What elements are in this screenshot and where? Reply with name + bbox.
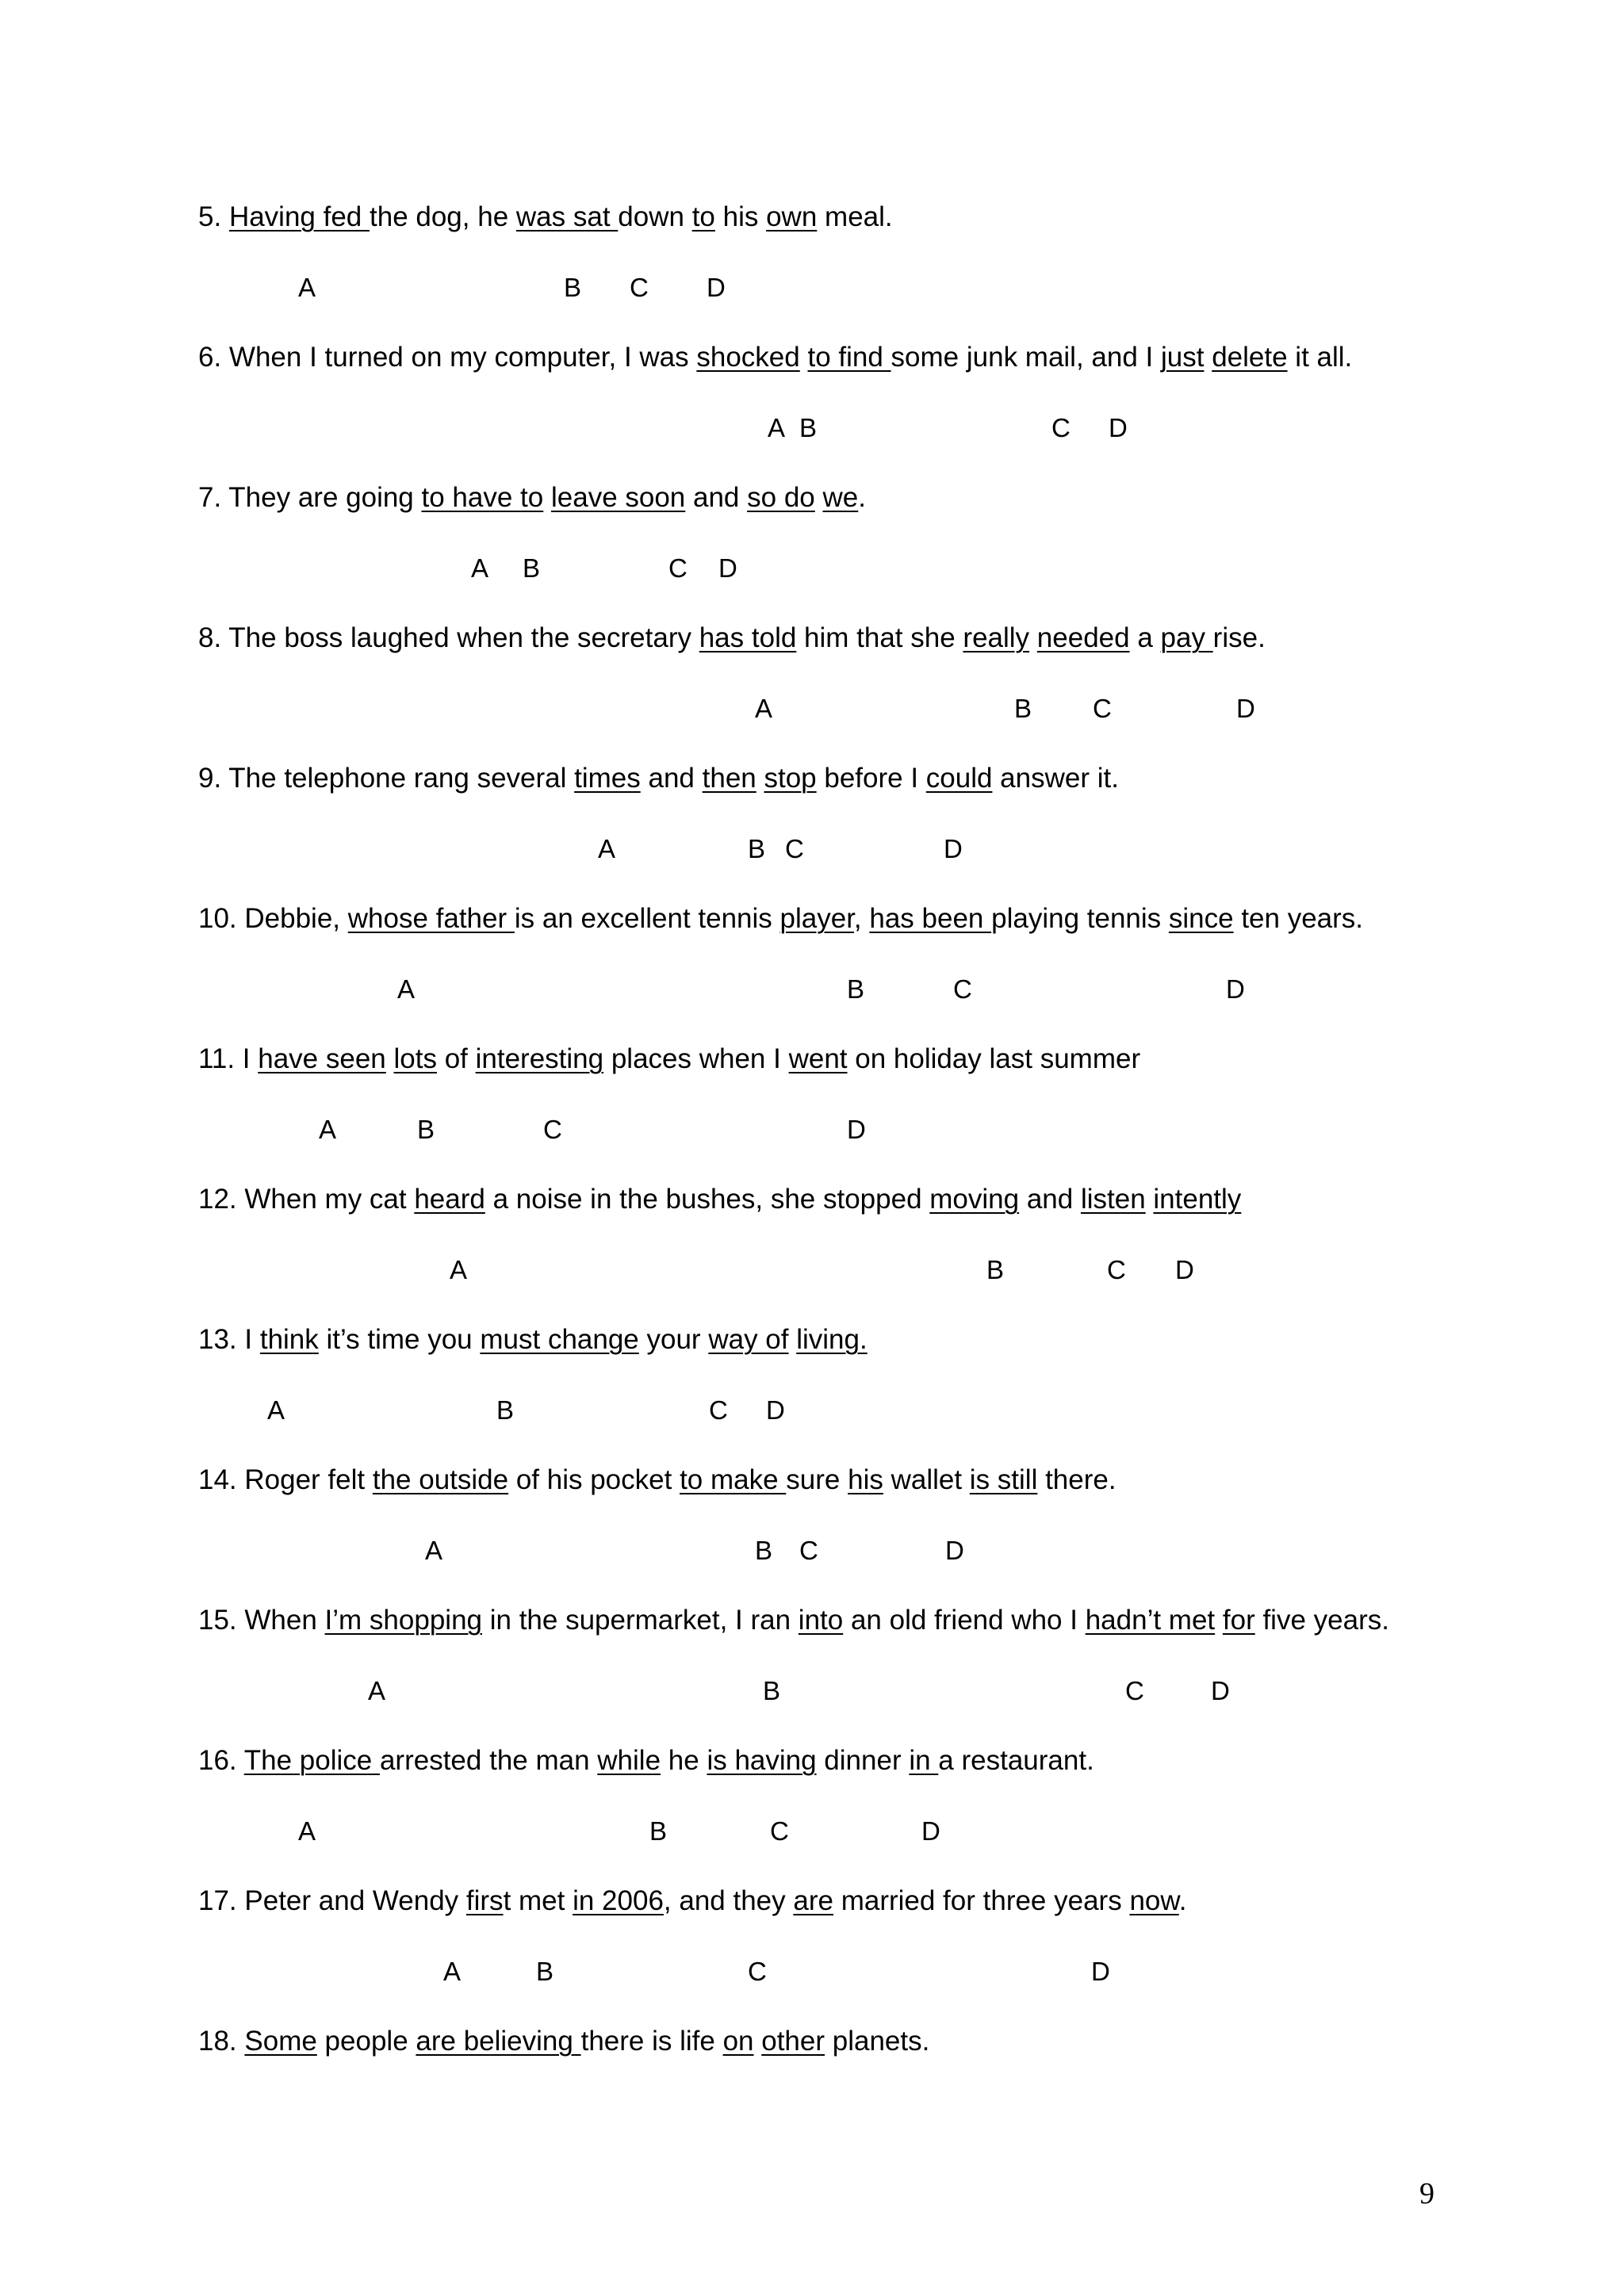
question-17: 17. Peter and Wendy first met in 2006, and they are married for three years now. [198,1885,1187,1916]
option-a-label: A [298,273,316,302]
option-a-label: A [450,1255,468,1284]
underlined-phrase: heard [414,1184,485,1215]
underlined-phrase: then [702,763,756,794]
option-d-label: D [707,273,726,302]
underlined-phrase: to find [807,342,891,373]
option-c-label: C [770,1816,789,1846]
question-8: 8. The boss laughed when the secretary has told him that she really needed a pay rise. [198,622,1266,653]
option-a-label: A [425,1536,443,1565]
option-d-label: D [945,1536,964,1565]
underlined-phrase: the outside [372,1464,509,1495]
question-15: 15. When I’m shopping in the supermarket, I ran into an old friend who I hadn’t met for five years. [198,1605,1389,1636]
question-number: 12. [198,1184,237,1215]
underlined-phrase: own [766,201,818,232]
underlined-phrase: has been [869,903,992,934]
underlined-phrase: into [798,1605,844,1636]
option-d-label: D [1226,974,1245,1004]
underlined-phrase: so do [747,482,815,513]
option-c-label: C [1107,1255,1126,1284]
option-a-label: A [319,1115,337,1144]
option-b-label: B [564,273,582,302]
option-d-label: D [1091,1957,1110,1986]
underlined-phrase: on [722,2026,754,2057]
underlined-phrase: listen [1080,1184,1146,1215]
option-c-label: C [1051,413,1071,442]
question-16: 16. The police arrested the man while he is having dinner in a restaurant. [198,1745,1094,1776]
underlined-phrase: moving [929,1184,1020,1215]
question-number: 5. [198,201,222,232]
underlined-phrase: in 2006 [573,1885,664,1916]
underlined-phrase: Some [244,2026,317,2057]
underlined-phrase: living. [796,1324,868,1355]
underlined-phrase: interesting [475,1043,604,1074]
option-a-label: A [471,553,489,583]
question-9: 9. The telephone rang several times and then stop before I could answer it. [198,763,1119,794]
underlined-phrase: other [761,2026,825,2057]
underlined-phrase: intently [1153,1184,1242,1215]
underlined-phrase: just [1160,342,1205,373]
option-c-label: C [1125,1676,1144,1705]
option-d-label: D [921,1816,940,1846]
option-d-label: D [1175,1255,1194,1284]
option-a-label: A [598,834,616,863]
underlined-phrase: lots [393,1043,437,1074]
question-number: 17. [198,1885,237,1916]
question-number: 14. [198,1464,237,1495]
option-d-label: D [718,553,737,583]
question-number: 10. [198,903,237,934]
page-number: 9 [1419,2177,1434,2210]
option-d-label: D [847,1115,866,1144]
option-b-label: B [755,1536,773,1565]
option-c-label: C [709,1395,728,1425]
underlined-phrase: his [848,1464,883,1495]
underlined-phrase: are [793,1885,833,1916]
question-number: 16. [198,1745,237,1776]
underlined-phrase: for [1222,1605,1255,1636]
question-number: 9. [198,763,222,794]
option-b-label: B [748,834,766,863]
underlined-phrase: delete [1212,342,1288,373]
underlined-phrase: went [788,1043,848,1074]
underlined-phrase: since [1168,903,1234,934]
option-b-label: B [986,1255,1005,1284]
underlined-phrase: pay [1160,622,1213,653]
underlined-phrase: times [574,763,641,794]
option-a-label: A [755,694,773,723]
underlined-phrase: leave soon [550,482,686,513]
underlined-phrase: Having fed [228,201,370,232]
option-c-label: C [799,1536,818,1565]
underlined-phrase: we [822,482,859,513]
question-13: 13. I think it’s time you must change your way of living. [198,1324,868,1355]
underlined-phrase: whose father [347,903,515,934]
underlined-phrase: firs [465,1885,504,1916]
option-b-label: B [799,413,818,442]
option-b-label: B [649,1816,668,1846]
option-c-label: C [630,273,649,302]
question-7: 7. They are going to have to leave soon and so do we. [198,482,866,513]
question-number: 8. [198,622,222,653]
underlined-phrase: was sat [515,201,619,232]
underlined-phrase: has told [699,622,797,653]
underlined-phrase: shocked [696,342,800,373]
question-14: 14. Roger felt the outside of his pocket to make sure his wallet is still there. [198,1464,1116,1495]
underlined-phrase: are believing [416,2026,581,2057]
option-b-label: B [847,974,865,1004]
option-c-label: C [953,974,972,1004]
question-12: 12. When my cat heard a noise in the bushes, she stopped moving and listen intently [198,1184,1242,1215]
option-c-label: C [668,553,688,583]
question-number: 13. [198,1324,237,1355]
underlined-phrase: I’m shopping [324,1605,482,1636]
question-number: 11. [198,1043,236,1074]
underlined-phrase: player [779,903,854,934]
underlined-phrase: The police [243,1745,380,1776]
option-a-label: A [298,1816,316,1846]
underlined-phrase: could [925,763,993,794]
question-11: 11. I have seen lots of interesting places when I went on holiday last summer [198,1043,1141,1074]
underlined-phrase: have seen [258,1043,386,1074]
option-d-label: D [1211,1676,1230,1705]
underlined-phrase: way of [708,1324,789,1355]
underlined-phrase: needed [1036,622,1130,653]
option-a-label: A [368,1676,386,1705]
option-a-label: A [397,974,416,1004]
question-18: 18. Some people are believing there is life on other planets. [198,2026,930,2057]
option-b-label: B [417,1115,435,1144]
option-d-label: D [1109,413,1128,442]
option-d-label: D [1236,694,1255,723]
option-d-label: D [944,834,963,863]
underlined-phrase: is having [707,1745,817,1776]
underlined-phrase: in [909,1745,939,1776]
underlined-phrase: stop [764,763,817,794]
underlined-phrase: must change [480,1324,639,1355]
question-5: 5. Having fed the dog, he was sat down to his own meal. [198,201,893,232]
underlined-phrase: is still [969,1464,1038,1495]
underlined-phrase: hadn’t met [1085,1605,1216,1636]
option-a-label: A [443,1957,462,1986]
underlined-phrase: to [691,201,715,232]
option-b-label: B [536,1957,554,1986]
underlined-phrase: while [597,1745,661,1776]
option-a-label: A [768,413,786,442]
option-b-label: B [1014,694,1032,723]
underlined-phrase: to have to [421,482,544,513]
question-10: 10. Debbie, whose father is an excellent tennis player, has been playing tennis since ten years. [198,903,1364,934]
question-number: 7. [198,482,222,513]
option-b-label: B [496,1395,515,1425]
underlined-phrase: think [259,1324,319,1355]
question-number: 18. [198,2026,237,2057]
option-c-label: C [543,1115,562,1144]
option-c-label: C [1093,694,1112,723]
underlined-phrase: really [963,622,1030,653]
option-b-label: B [523,553,541,583]
question-6: 6. When I turned on my computer, I was shocked to find some junk mail, and I just delete it all. [198,342,1353,373]
option-c-label: C [785,834,804,863]
option-b-label: B [763,1676,781,1705]
option-d-label: D [766,1395,785,1425]
underlined-phrase: to make [680,1464,787,1495]
question-number: 15. [198,1605,237,1636]
question-number: 6. [198,342,222,373]
option-c-label: C [748,1957,767,1986]
option-a-label: A [267,1395,285,1425]
underlined-phrase: now [1129,1885,1179,1916]
